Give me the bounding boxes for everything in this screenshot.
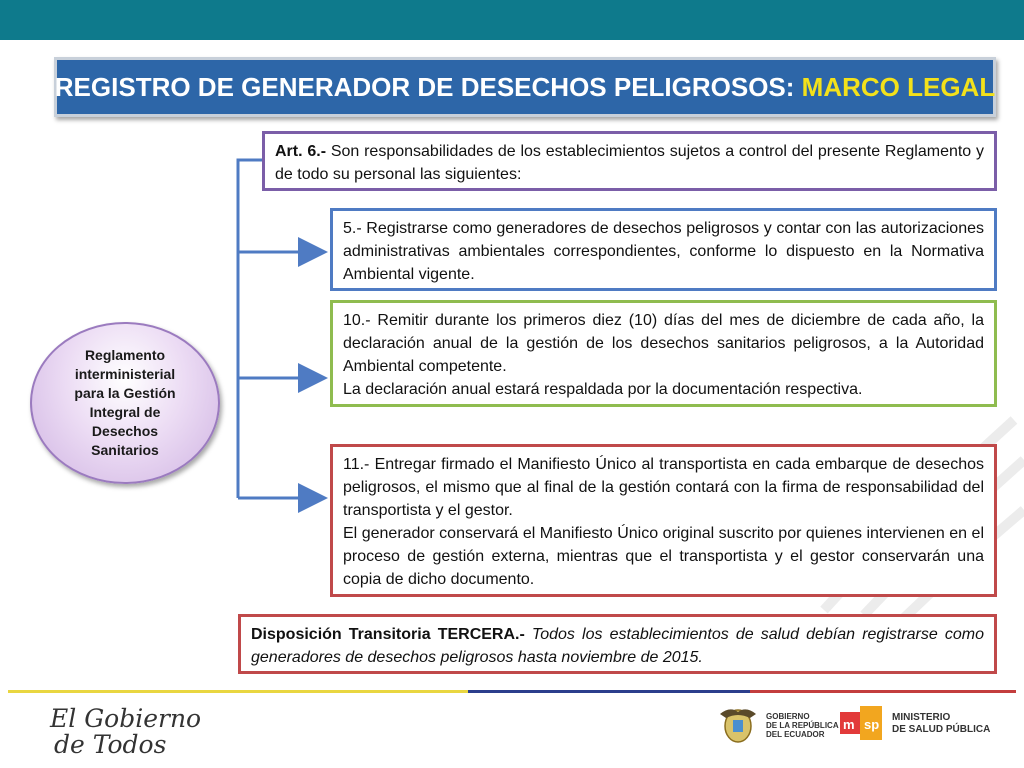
footer-line-blue [468,690,750,693]
coat-of-arms-icon [716,704,760,746]
slide-title: REGISTRO DE GENERADOR DE DESECHOS PELIGROSOS: MARCO LEGAL [54,71,996,102]
disposition-text: Disposición Transitoria TERCERA.- Todos los establecimientos de salud debían registrarse como generadores de desechos peligrosos hasta noviembre de 2015. [251,626,984,666]
gobierno-ecuador-logo: GOBIERNO DE LA REPÚBLICA DEL ECUADOR [716,704,839,746]
disposition-label: Disposición Transitoria TERCERA.- [251,626,525,643]
regulation-oval-text: Reglamento interministerial para la Gestión Integral de Desechos Sanitarios [74,347,176,458]
item-11-text: 11.- Entregar firmado el Manifiesto Único al transportista en cada embarque de desechos peligrosos, el mismo que al final de la gestión contará con la firma de responsabilidad del transportista y el gestor. [343,456,984,519]
item-5-box [330,208,997,291]
svg-text:m: m [843,717,855,732]
item-10-text: 10.- Remitir durante los primeros diez (10) días del mes de diciembre de cada año, la declaración anual de la gestión de los desechos sanitarios peligrosos, a la Autoridad Ambiental competente. [343,312,984,375]
article-6-text: Art. 6.- Son responsabilidades de los establecimientos sujetos a control del presente Reglamento y de todo su personal las siguientes: [275,143,985,183]
item-5-text: 5.- Registrarse como generadores de desechos peligrosos y contar con las autorizaciones administrativas ambientales correspondientes, conforme lo dispuesto en la Normativa Ambiental vigente. [343,220,984,283]
msp-emblem-icon [838,704,884,744]
item-11-box [330,444,997,597]
gobierno-signature-logo: El Gobierno de Todos [50,704,202,759]
footer-line-red [750,690,1016,693]
footer-line-yellow [8,690,468,693]
article-6-box [262,131,997,191]
connector-trunk [238,160,262,498]
regulation-oval [30,322,220,484]
item-11-text-2: El generador conservará el Manifiesto Único original suscrito por quienes intervienen en el proceso de gestión externa, mientras que el transportista y el gestor conservarán una copia de dicho documento. [343,525,984,588]
item-10-text-2: La declaración anual estará respaldada por la documentación respectiva. [343,381,863,398]
svg-text:sp: sp [864,717,880,732]
item-10-box [330,300,997,407]
msp-logo: m sp MINISTERIO DE SALUD PÚBLICA [838,704,990,744]
disposition-box [238,614,997,674]
slide-title-highlight: MARCO LEGAL [801,71,996,102]
article-6-label: Art. 6.- [275,143,327,160]
